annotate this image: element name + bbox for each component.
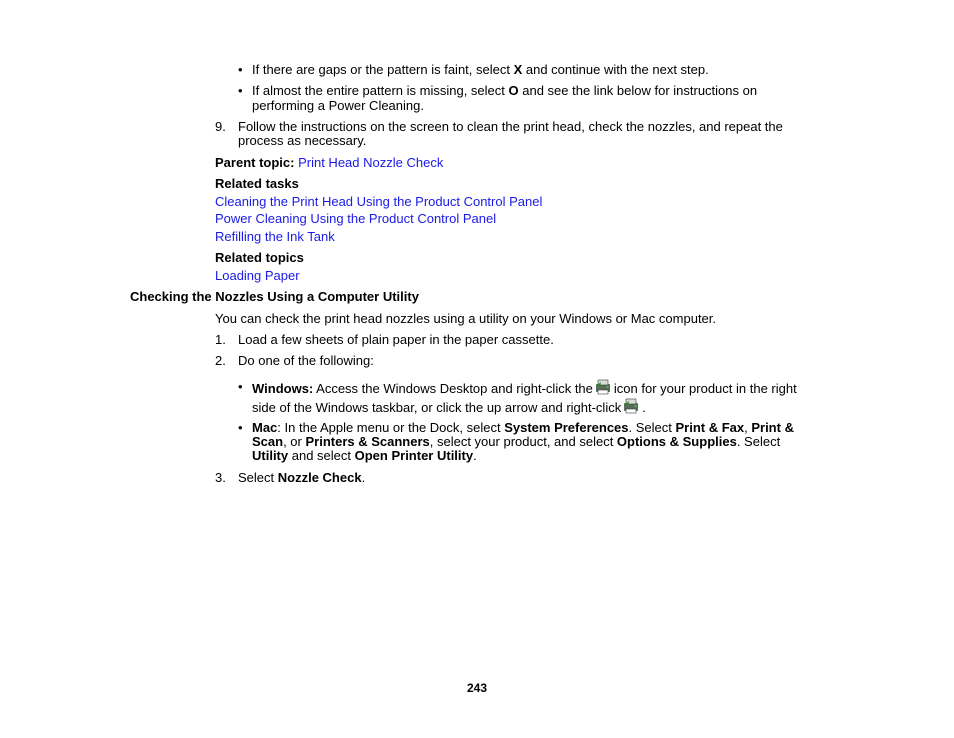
page-number: 243	[466, 681, 488, 695]
mac-instructions: Mac: In the Apple menu or the Dock, select System Preferences. Select Print & Fax, Print &	[252, 420, 794, 435]
mac-instructions-line2: Scan, or Printers & Scanners, select your product, and select Options & Supplies. Select	[252, 434, 781, 449]
mac-instructions-line3: Utility and select Open Printer Utility.	[252, 448, 477, 463]
bullet-mark: •	[238, 83, 243, 98]
step-number: 2.	[215, 353, 226, 368]
section-title: Checking the Nozzles Using a Computer Utility	[130, 289, 419, 304]
step1-text: Load a few sheets of plain paper in the paper cassette.	[238, 332, 554, 347]
step-number: 3.	[215, 470, 226, 485]
printer-utility-icon	[595, 379, 612, 395]
related-tasks-heading: Related tasks	[215, 176, 299, 191]
bullet-mark: •	[238, 420, 243, 435]
bullet-mark: •	[238, 62, 243, 77]
windows-instructions: Windows: Access the Windows Desktop and right-click the icon for your product in the right	[252, 381, 797, 396]
step9-text: Follow the instructions on the screen to clean the print head, check the nozzles, and repeat the	[238, 119, 783, 134]
related-topic-link[interactable]: Loading Paper	[215, 268, 300, 283]
related-task-link[interactable]: Refilling the Ink Tank	[215, 229, 335, 244]
step9-text-line2: process as necessary.	[238, 133, 367, 148]
step2-text: Do one of the following:	[238, 353, 374, 368]
related-topics-heading: Related topics	[215, 250, 304, 265]
step-number: 1.	[215, 332, 226, 347]
section-intro: You can check the print head nozzles using a utility on your Windows or Mac computer.	[215, 311, 717, 326]
step3-text: Select Nozzle Check.	[238, 470, 366, 485]
step-number: 9.	[215, 119, 226, 134]
printer-utility-icon	[623, 398, 640, 414]
bullet-gaps-faint: If there are gaps or the pattern is faint, select X and continue with the next step.	[252, 62, 709, 77]
bullet-pattern-missing-line2: performing a Power Cleaning.	[252, 98, 424, 113]
parent-topic: Parent topic: Print Head Nozzle Check	[215, 155, 444, 170]
bullet-pattern-missing: If almost the entire pattern is missing, select O and see the link below for instructions on	[252, 83, 758, 98]
windows-instructions-line2: side of the Windows taskbar, or click the up arrow and right-click .	[252, 400, 646, 415]
related-task-link[interactable]: Cleaning the Print Head Using the Product Control Panel	[215, 194, 543, 209]
related-task-link[interactable]: Power Cleaning Using the Product Control Panel	[215, 211, 497, 226]
bullet-mark: •	[238, 379, 243, 394]
parent-topic-link[interactable]: Print Head Nozzle Check	[298, 155, 444, 170]
